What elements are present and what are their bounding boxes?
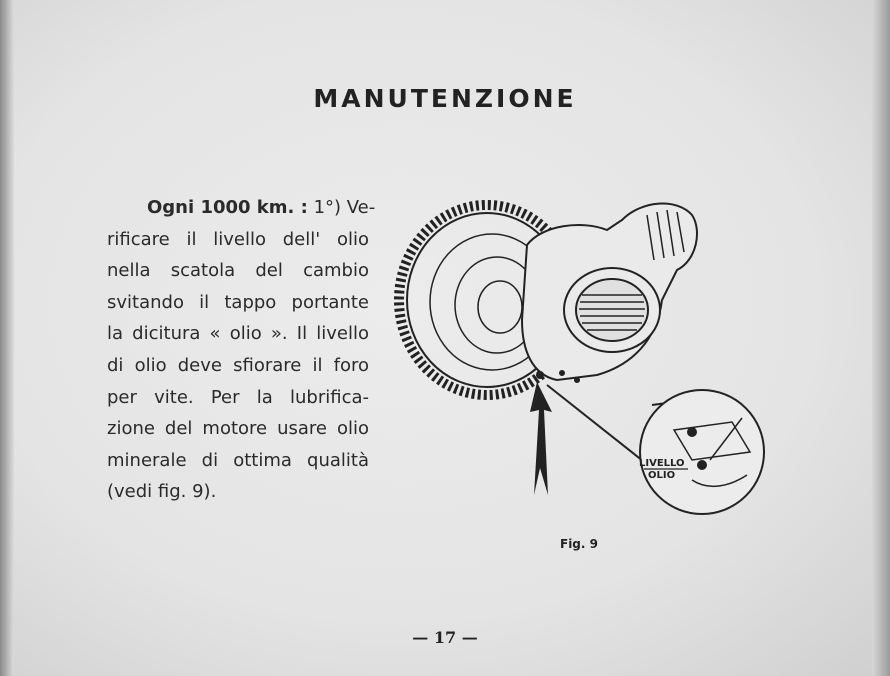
- figure-caption: Fig. 9: [560, 537, 598, 551]
- detail-inset: [547, 385, 764, 514]
- paragraph-line-7: per vite. Per la lubrifica-: [107, 386, 369, 408]
- paragraph-line-3: nella scatola del cambio: [107, 260, 369, 282]
- line-1-text: 1°) Ve-: [307, 197, 376, 218]
- maintenance-paragraph: [107, 192, 376, 508]
- page-number: — 17 —: [412, 628, 478, 647]
- inset-label-livello: LIVELLO: [639, 458, 685, 469]
- paragraph-line-5: la dicitura « olio ». Il livello: [107, 323, 369, 345]
- paragraph-line-9: minerale di ottima qualità: [107, 449, 369, 471]
- paragraph-line-4: svitando il tappo portante: [107, 291, 369, 313]
- inset-label-olio: OLIO: [648, 470, 676, 481]
- page-title: MANUTENZIONE: [313, 84, 577, 113]
- paragraph-line-8: zione del motore usare olio: [107, 418, 369, 440]
- engine-oil-illustration: [392, 190, 782, 530]
- lead-bold-text: Ogni 1000 km. :: [147, 197, 308, 218]
- paragraph-line-10: (vedi fig. 9).: [107, 481, 217, 503]
- pointer-arrow: [530, 382, 552, 495]
- paragraph-line-1: [107, 192, 376, 224]
- paragraph-line-2: rificare il livello dell' olio: [107, 228, 369, 250]
- paragraph-line-6: di olio deve sfiorare il foro: [107, 354, 369, 376]
